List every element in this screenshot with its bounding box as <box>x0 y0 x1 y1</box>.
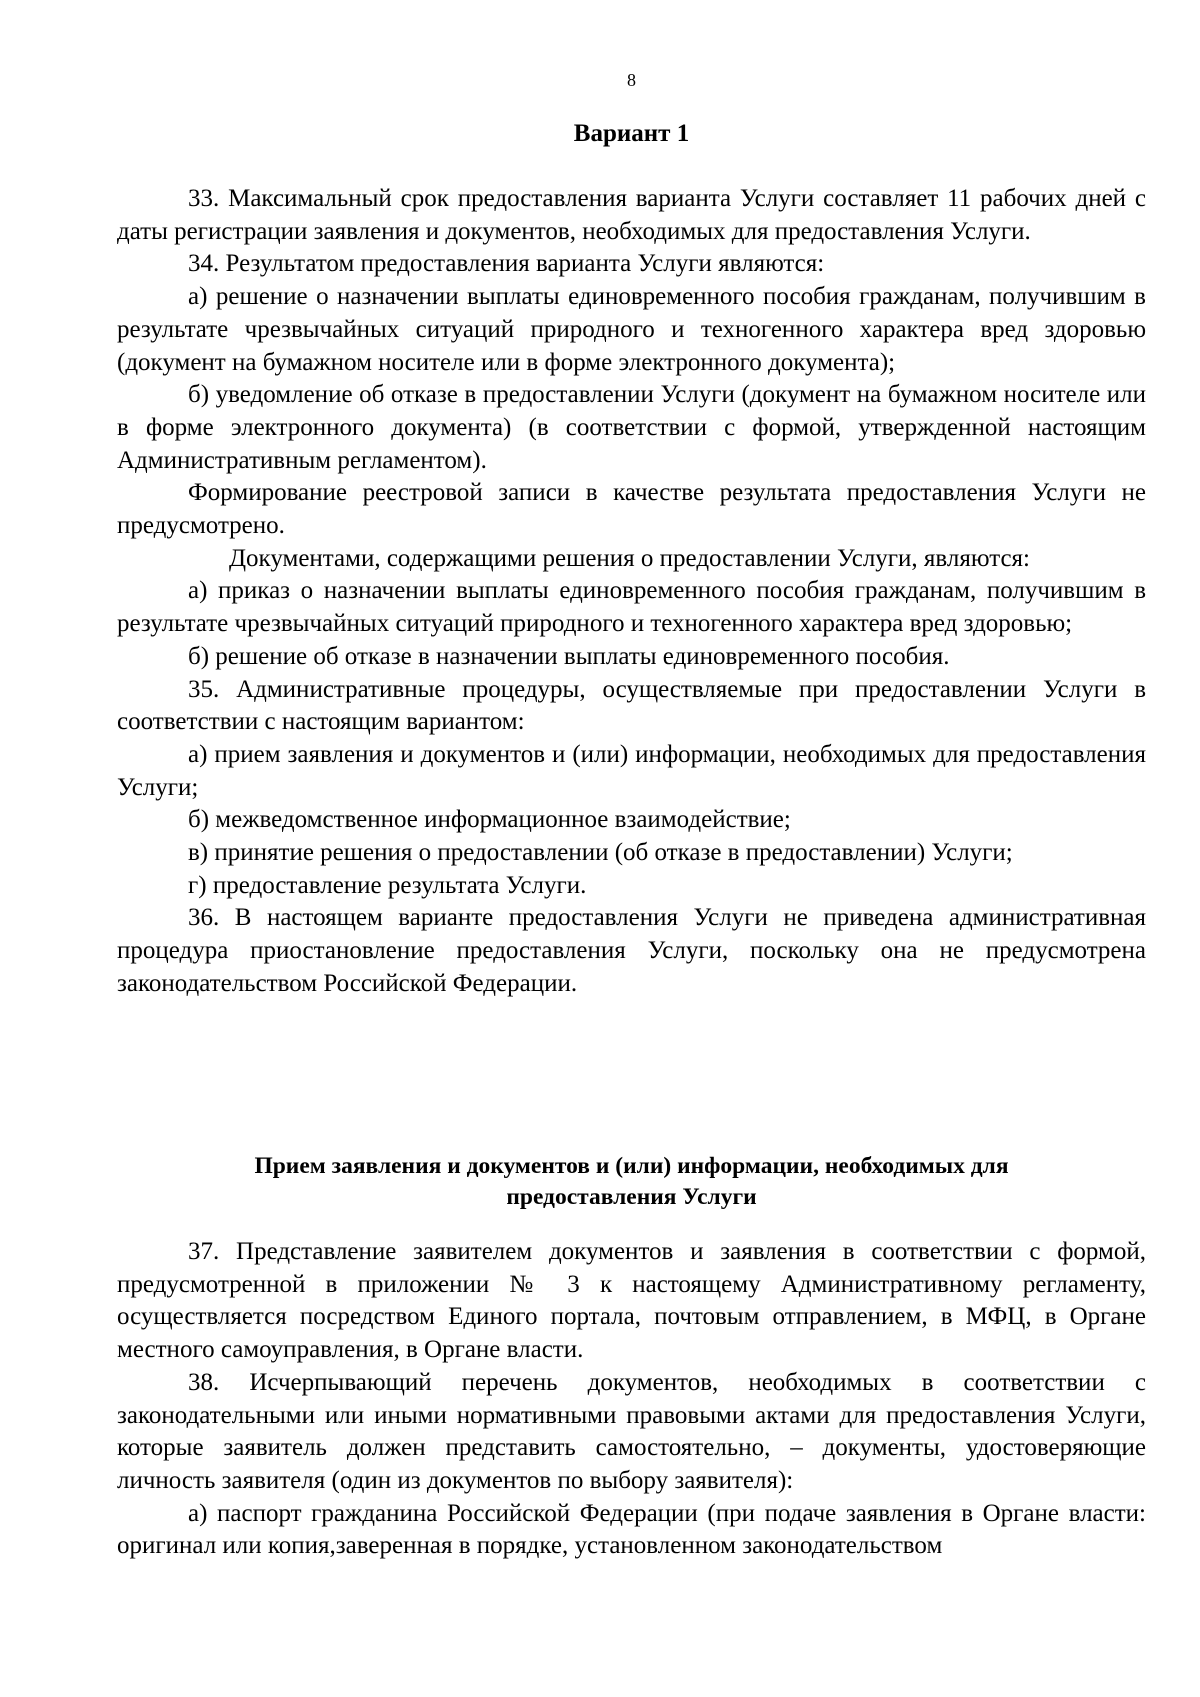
paragraph-37: 37. Представление заявителем документов и заявления в соответствии с формой, предусмотренной в приложении № 3 к настоящему Административному регламенту, осуществляется посредством Единого портала, почтовым отправлением, в МФЦ, в Органе местного самоуправления, в Органе власти. <box>117 1238 1146 1364</box>
paragraph-38-a: а) паспорт гражданина Российской Федерации (при подаче заявления в Органе власти: оригинал или копия,заверенная в порядке, установленном законодательством <box>117 1499 1146 1560</box>
variant-title: Вариант 1 <box>573 120 690 147</box>
paragraph-34-b: б) уведомление об отказе в предоставлении Услуги (документ на бумажном носителе или в форме электронного документа) (в соответствии с формой, утвержденной настоящим Административным регламентом). <box>117 381 1146 474</box>
paragraph-35: 35. Административные процедуры, осуществляемые при предоставлении Услуги в соответствии с настоящим вариантом: <box>117 675 1146 736</box>
paragraph-35-b: б) межведомственное информационное взаимодействие; <box>188 806 791 834</box>
page-number: 8 <box>627 70 636 90</box>
paragraph-decision-a: а) приказ о назначении выплаты единовременного пособия гражданам, получившим в результате чрезвычайных ситуаций природного и техногенного характера вред здоровью; <box>117 577 1146 638</box>
section-heading-line-2: предоставления Услуги <box>506 1184 757 1210</box>
paragraph-33: 33. Максимальный срок предоставления варианта Услуги составляет 11 рабочих дней с даты регистрации заявления и документов, необходимых для предоставления Услуги. <box>117 185 1146 245</box>
section-paragraphs <box>117 1236 1146 1563</box>
paragraph-38: 38. Исчерпывающий перечень документов, необходимых в соответствии с законодательными или иными нормативными правовыми актами для предоставления Услуги, которые заявитель должен представить самостоятельно, – документы, удостоверяющие личность заявителя (один из документов по выбору заявителя): <box>117 1368 1146 1494</box>
section-heading-line-1: Прием заявления и документов и (или) информации, необходимых для <box>254 1153 1009 1179</box>
paragraph-34-a: а) решение о назначении выплаты единовременного пособия гражданам, получившим в результате чрезвычайных ситуаций природного и техногенного характера вред здоровью (документ на бумажном носителе или в форме электронного документа); <box>117 283 1146 376</box>
paragraph-35-a: а) прием заявления и документов и (или) информации, необходимых для предоставления Услуги; <box>117 740 1146 801</box>
section-heading <box>117 1151 1146 1213</box>
paragraph-36: 36. В настоящем варианте предоставления Услуги не приведена административная процедура приостановление предоставления Услуги, поскольку она не предусмотрена законодательством Российской Федерации. <box>117 904 1146 997</box>
paragraph-34: 34. Результатом предоставления варианта Услуги являются: <box>188 250 825 278</box>
paragraph-35-c: в) принятие решения о предоставлении (об отказе в предоставлении) Услуги; <box>188 839 1013 867</box>
variant-paragraphs <box>117 183 1146 1001</box>
paragraph-35-d: г) предоставление результата Услуги. <box>188 871 587 899</box>
paragraph-decision-documents: Документами, содержащими решения о предоставлении Услуги, являются: <box>229 544 1030 572</box>
paragraph-registry-note: Формирование реестровой записи в качестве результата предоставления Услуги не предусмотрено. <box>117 479 1146 540</box>
paragraph-decision-b: б) решение об отказе в назначении выплаты единовременного пособия. <box>188 642 950 670</box>
